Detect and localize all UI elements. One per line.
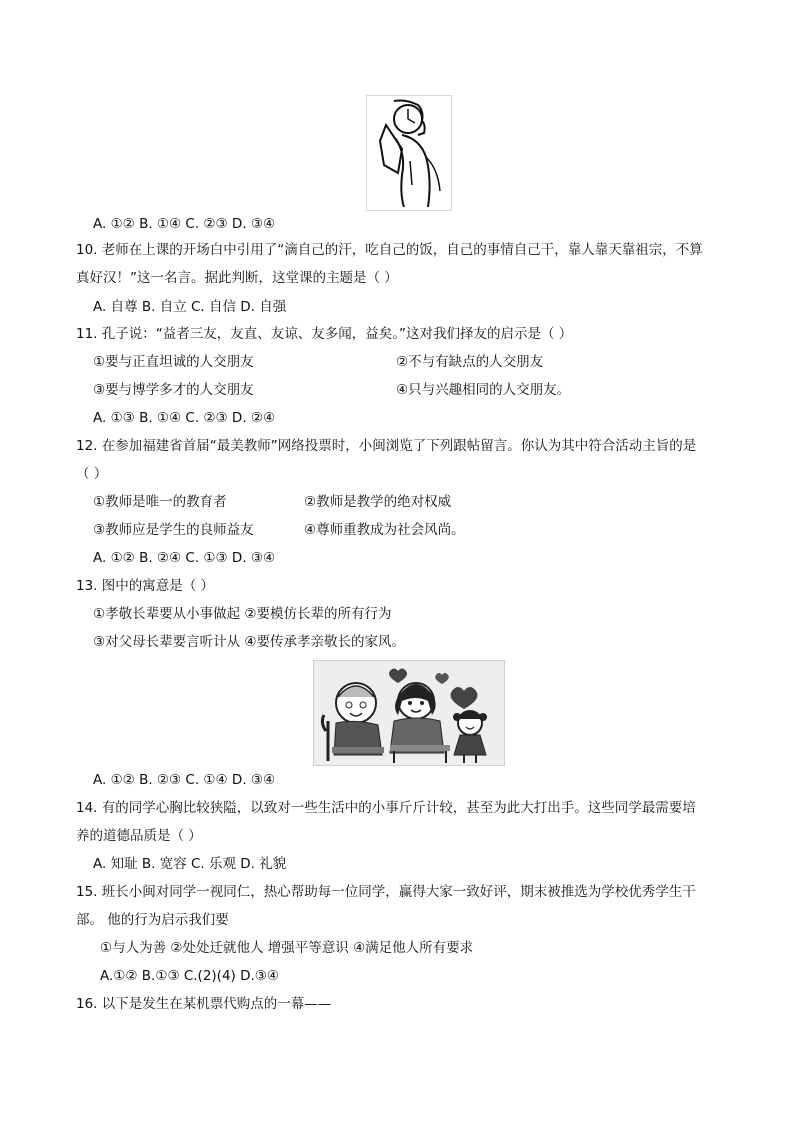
q12-stem-line2: （ ） [76, 466, 108, 482]
q16-stem: 16. 以下是发生在某机票代购点的一幕—— [76, 996, 332, 1012]
q10-answer-choices: A. 自尊 B. 自立 C. 自信 D. 自强 [93, 299, 287, 315]
q12-option-1: ①教师是唯一的教育者 [93, 494, 227, 510]
q9-answer-choices: A. ①② B. ①④ C. ②③ D. ③④ [93, 216, 276, 232]
q11-option-1: ①要与正直坦诚的人交朋友 [93, 354, 254, 370]
q12-option-3: ③教师应是学生的良师益友 [93, 522, 254, 538]
q13-stem: 13. 图中的寓意是（ ） [76, 578, 215, 594]
q12-option-2: ②教师是教学的绝对权威 [304, 494, 452, 510]
clock-person-illustration [366, 95, 452, 211]
q13-answer-choices: A. ①② B. ②③ C. ①④ D. ③④ [93, 772, 276, 788]
q15-options: ①与人为善 ②处处迁就他人 增强平等意识 ④满足他人所有要求 [100, 940, 474, 956]
q13-options-row1: ①孝敬长辈要从小事做起 ②要模仿长辈的所有行为 [93, 606, 392, 622]
family-illustration [314, 661, 504, 765]
q15-answer-choices: A.①② B.①③ C.(2)(4) D.③④ [100, 968, 279, 984]
q12-option-4: ④尊师重教成为社会风尚。 [304, 522, 465, 538]
q15-stem-line2: 部。 他的行为启示我们要 [76, 912, 229, 928]
q10-stem-line1: 10. 老师在上课的开场白中引用了“滴自己的汗，吃自己的饭，自己的事情自己干，靠人靠天靠祖宗，不算 [76, 242, 703, 258]
q13-family-figure [313, 660, 505, 766]
q11-option-3: ③要与博学多才的人交朋友 [93, 382, 254, 398]
q12-stem-line1: 12. 在参加福建省首届“最美教师”网络投票时，小闽浏览了下列跟帖留言。你认为其中符合活动主旨的是 [76, 438, 697, 454]
q15-stem-line1: 15. 班长小闽对同学一视同仁，热心帮助每一位同学，赢得大家一致好评，期末被推选为学校优秀学生干 [76, 884, 696, 900]
q14-answer-choices: A. 知耻 B. 宽容 C. 乐观 D. 礼貌 [93, 856, 287, 872]
q14-stem-line2: 养的道德品质是（ ） [76, 828, 202, 844]
q9-cartoon-figure [366, 95, 452, 211]
q14-stem-line1: 14. 有的同学心胸比较狭隘，以致对一些生活中的小事斤斤计较，甚至为此大打出手。这些同学最需要培 [76, 800, 696, 816]
q12-answer-choices: A. ①② B. ②④ C. ①③ D. ③④ [93, 550, 276, 566]
q10-stem-line2: 真好汉！”这一名言。据此判断，这堂课的主题是（ ） [76, 270, 398, 286]
q11-option-4: ④只与兴趣相同的人交朋友。 [396, 382, 571, 398]
q11-option-2: ②不与有缺点的人交朋友 [396, 354, 544, 370]
q11-answer-choices: A. ①③ B. ①④ C. ②③ D. ②④ [93, 410, 276, 426]
q13-options-row2: ③对父母长辈要言听计从 ④要传承孝亲敬长的家风。 [93, 634, 405, 650]
q11-stem: 11. 孔子说：“益者三友，友直、友谅、友多闻，益矣。”这对我们择友的启示是（ ） [76, 326, 573, 342]
